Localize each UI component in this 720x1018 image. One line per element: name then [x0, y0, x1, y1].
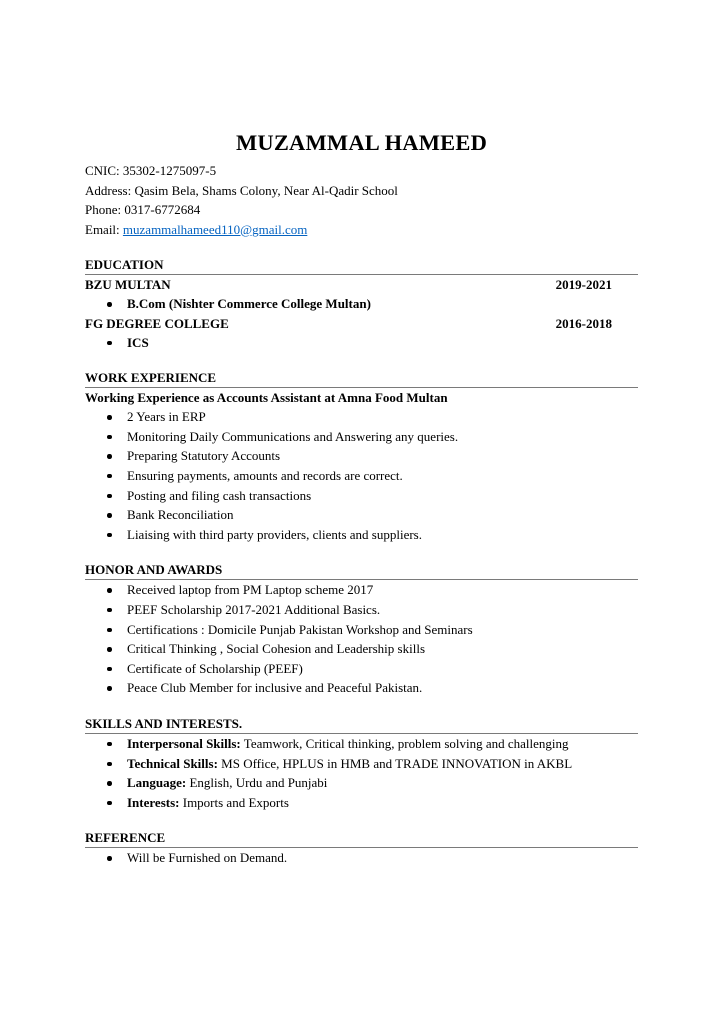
school-name: BZU MULTAN — [85, 277, 171, 292]
skills-section — [85, 715, 638, 812]
work-role: Working Experience as Accounts Assistant at Amna Food Multan — [85, 390, 448, 406]
list-item — [85, 773, 638, 793]
list-item — [85, 793, 638, 813]
skill-key: Technical Skills: — [127, 755, 218, 771]
school-years: 2016-2018 — [555, 315, 612, 331]
list-item: Critical Thinking , Social Cohesion and Leadership skills — [85, 639, 638, 659]
list-item: Peace Club Member for inclusive and Peaceful Pakistan. — [85, 678, 638, 698]
skill-key: Interpersonal Skills: — [127, 735, 241, 751]
reference-list — [85, 848, 638, 868]
honors-heading: HONOR AND AWARDS — [85, 561, 638, 580]
list-item: Ensuring payments, amounts and records are correct. — [85, 466, 638, 486]
list-item: 2 Years in ERP — [85, 407, 638, 427]
list-item: Certificate of Scholarship (PEEF) — [85, 659, 638, 679]
candidate-name: MUZAMMAL HAMEED — [235, 130, 488, 155]
list-item: PEEF Scholarship 2017-2021 Additional Basics. — [85, 600, 638, 620]
skill-value: Imports and Exports — [179, 794, 289, 810]
honors-section — [85, 561, 638, 698]
skill-value: MS Office, HPLUS in HMB and TRADE INNOVATION in AKBL — [217, 755, 573, 771]
resume-page — [85, 130, 638, 868]
email-line — [85, 220, 638, 240]
address-line: Address: Qasim Bela, Shams Colony, Near Al-Qadir School — [85, 182, 398, 198]
skills-list — [85, 734, 638, 812]
list-item: Preparing Statutory Accounts — [85, 446, 638, 466]
skills-heading: SKILLS AND INTERESTS. — [85, 715, 638, 734]
education-entry — [85, 314, 638, 333]
phone-line: Phone: 0317-6772684 — [85, 202, 201, 217]
school-years: 2019-2021 — [555, 277, 612, 292]
reference-heading: REFERENCE — [85, 829, 638, 848]
skill-value: English, Urdu and Punjabi — [186, 775, 328, 791]
reference-section — [85, 829, 638, 868]
list-item: Liaising with third party providers, clients and suppliers. — [85, 525, 638, 545]
work-list — [85, 407, 638, 544]
skill-key: Language: — [127, 775, 187, 791]
contact-block — [85, 161, 638, 239]
education-detail: B.Com (Nishter Commerce College Multan) — [85, 294, 638, 314]
list-item: Will be Furnished on Demand. — [85, 848, 638, 868]
work-section — [85, 369, 638, 544]
list-item: Certifications : Domicile Punjab Pakistan Workshop and Seminars — [85, 620, 638, 640]
list-item: Received laptop from PM Laptop scheme 2017 — [85, 580, 638, 600]
email-label: Email: — [85, 221, 123, 237]
list-item: Monitoring Daily Communications and Answering any queries. — [85, 427, 638, 447]
list-item — [85, 754, 638, 774]
skill-key: Interests: — [127, 794, 180, 810]
list-item: Posting and filing cash transactions — [85, 486, 638, 506]
cnic-line: CNIC: 35302-1275097-5 — [85, 163, 217, 178]
email-link[interactable]: muzammalhameed110@gmail.com — [122, 221, 308, 237]
education-heading: EDUCATION — [85, 256, 638, 275]
work-heading: WORK EXPERIENCE — [85, 369, 638, 388]
honors-list — [85, 580, 638, 698]
education-detail: ICS — [85, 333, 638, 353]
education-section — [85, 256, 638, 352]
list-item — [85, 734, 638, 754]
skill-value: Teamwork, Critical thinking, problem solving and challenging — [240, 735, 569, 751]
list-item: Bank Reconciliation — [85, 505, 638, 525]
education-entry — [85, 275, 638, 294]
school-name: FG DEGREE COLLEGE — [85, 315, 229, 331]
